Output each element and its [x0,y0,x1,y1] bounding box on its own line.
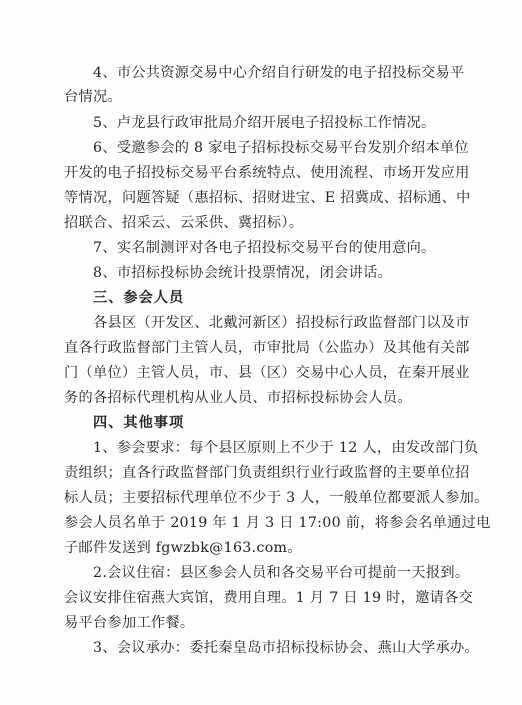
attendees-line-2: 直各行政监督部门主管人员，市审批局（公监办）及其他有关部 [64,340,470,356]
item-4-line-1: 4、市公共资源交易中心介绍自行研发的电子招投标交易平 [93,65,465,81]
other-1-line-4: 参会人员名单于 2019 年 1 月 3 日 17:00 前，将参会名单通过电 [64,515,491,531]
other-2-line-1: 2.会议住宿：县区参会人员和各交易平台可提前一天报到。 [93,565,470,581]
attendees-line-1: 各县区（开发区、北戴河新区）招投标行政监督部门以及市 [93,315,470,331]
section-heading-attendees: 三、参会人员 [93,290,185,306]
item-4-line-2: 台情况。 [64,89,122,105]
other-2-line-2: 会议安排住宿燕大宾馆，费用自理。1 月 7 日 19 时，邀请各交 [64,590,474,606]
item-8-line-1: 8、市招标投标协会统计投票情况，闭会讲话。 [93,265,393,281]
other-3-line-1: 3、会议承办：委托秦皇岛市招标投标协会、燕山大学承办。 [93,640,480,656]
other-2-line-3: 易平台参加工作餐。 [64,615,195,631]
other-1-line-3: 标人员；主要招标代理单位不少于 3 人，一般单位都要派人参加。 [64,490,489,506]
item-6-line-1: 6、受邀参会的 8 家电子招标投标交易平台发别介绍本单位 [93,140,469,156]
other-1-line-2: 责组织；直各行政监督部门负责组织行业行政监督的主要单位招 [64,465,470,481]
item-5-line-1: 5、卢龙县行政审批局介绍开展电子招投标工作情况。 [93,115,436,131]
item-6-line-3: 等情况，问题答疑（惠招标、招财进宝、E 招冀成、招标通、中 [64,190,471,206]
other-1-line-1: 1、参会要求：每个县区原则上不少于 12 人，由发改部门负 [93,440,479,456]
item-6-line-4: 招联合、招采云、云采供、冀招标）。 [64,215,304,231]
attendees-line-3: 门（单位）主管人员，市、县（区）交易中心人员，在秦开展业 [64,365,470,381]
other-1-line-5: 子邮件发送到 fgwzbk@163.com。 [64,540,302,556]
item-6-line-2: 开发的电子招投标交易平台系统特点、使用流程、市场开发应用 [64,165,470,181]
attendees-line-4: 务的各招标代理机构从业人员、市招标投标协会人员。 [64,390,412,406]
item-7-line-1: 7、实名制测评对各电子招投标交易平台的使用意向。 [93,240,436,256]
section-heading-other-matters: 四、其他事项 [93,415,185,431]
